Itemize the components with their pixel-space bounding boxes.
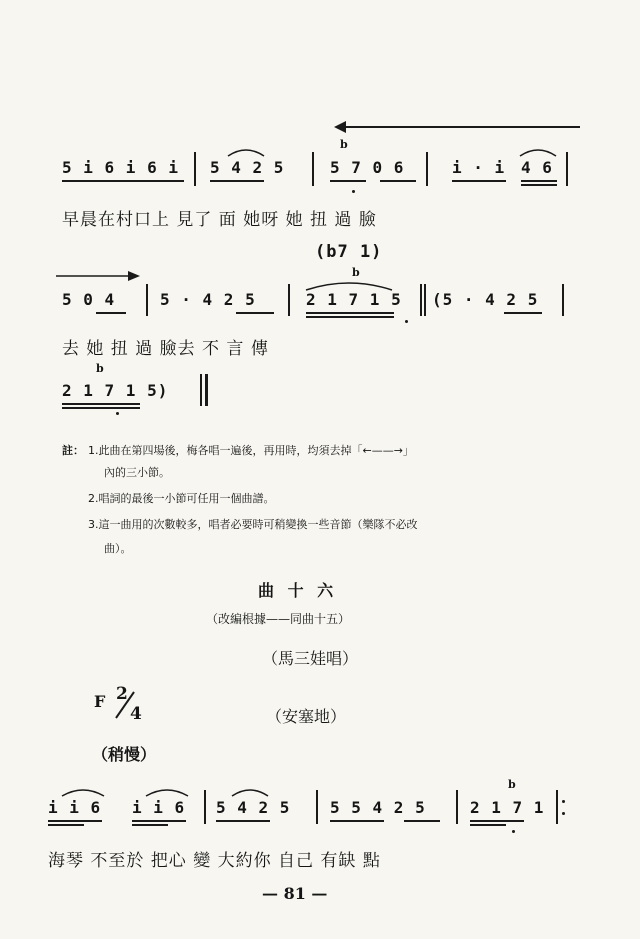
song-measure-1b: i i 6 (132, 798, 186, 817)
footnote-3a: 3.這一曲用的次數較多，唱者必要時可稍變換一些音節（樂隊不必改 (88, 518, 418, 531)
measure-5-notes: 5 0 4 (62, 290, 116, 309)
slur (144, 784, 190, 798)
footnote-2: 2.唱詞的最後一小節可任用一個曲譜。 (88, 492, 275, 505)
singer: （馬三娃唱） (262, 649, 359, 668)
barline (556, 790, 558, 824)
lyrics-line-2: 去 她 扭 過 臉去 不 言 傳 (62, 339, 269, 359)
footnote-1a: 1.此曲在第四場後，梅各唱一遍後，再用時，均須去掉「←——→」 (88, 444, 414, 457)
footnote-3b: 曲）。 (104, 542, 132, 555)
lyrics-line-1: 早晨在村口上 見了 面 她呀 她 扭 過 臉 (62, 210, 377, 230)
flat-sign: b (340, 138, 348, 151)
song-measure-1a: i i 6 (48, 798, 102, 817)
barline (200, 374, 202, 406)
barline (562, 284, 564, 316)
measure-3-notes: 5 7 0 6 (330, 158, 405, 177)
measure-4-notes-b: 4 6 (521, 158, 553, 177)
song-measure-3: 5 5 4 2 5 (330, 798, 426, 817)
beam (62, 407, 140, 409)
beam (380, 180, 416, 182)
footnote-label: 註： (62, 444, 84, 457)
barline (316, 790, 318, 824)
measure-4-notes-a: i · i (452, 158, 506, 177)
tempo: （稍慢） (92, 745, 157, 764)
beam (132, 820, 186, 822)
beam (330, 180, 366, 182)
footnote-1b: 內的三小節。 (104, 466, 170, 479)
beam (521, 180, 557, 182)
beam (62, 180, 184, 182)
flat-sign: b (352, 266, 360, 279)
time-bottom: 4 (130, 704, 142, 724)
beam (306, 316, 394, 318)
key-signature: F (94, 692, 106, 711)
slur (230, 784, 270, 798)
slur (304, 276, 394, 292)
right-arrow-icon (56, 268, 142, 284)
beam (48, 824, 84, 826)
measure-1-notes: 5 i 6 i 6 i (62, 158, 179, 177)
slur (226, 144, 266, 158)
left-arrow-icon (332, 118, 582, 136)
beam (404, 820, 440, 822)
beam (96, 312, 126, 314)
barline (420, 284, 422, 316)
low-dot (352, 190, 355, 193)
barline (456, 790, 458, 824)
beam (504, 312, 542, 314)
flat-sign: b (508, 778, 516, 791)
barline (146, 284, 148, 316)
repeat-dot (562, 800, 565, 803)
beam (470, 824, 506, 826)
time-top: 2 (116, 684, 128, 704)
beam (236, 312, 274, 314)
beam (470, 820, 524, 822)
song-subtitle: （改編根據——同曲十五） (206, 612, 351, 626)
barline (194, 152, 196, 186)
beam (330, 820, 384, 822)
page-number: — 81 — (262, 884, 328, 903)
low-dot (512, 830, 515, 833)
measure-2-notes: 5 4 2 5 (210, 158, 285, 177)
slur (518, 144, 558, 158)
measure-7-notes: 2 1 7 1 5 (306, 290, 402, 309)
barline (288, 284, 290, 316)
barline (312, 152, 314, 186)
beam (48, 820, 102, 822)
song-lyrics: 海琴 不至於 把心 變 大約你 自己 有缺 點 (48, 851, 381, 871)
beam (62, 403, 140, 405)
repeat-dot (562, 812, 565, 815)
place: （安塞地） (266, 707, 347, 726)
beam (216, 820, 270, 822)
barline (205, 374, 208, 406)
paren-variant: (b7 1) (315, 242, 383, 262)
beam (210, 180, 264, 182)
flat-sign: b (96, 362, 104, 375)
barline (204, 790, 206, 824)
beam (452, 180, 506, 182)
barline (424, 284, 426, 316)
slur (60, 784, 106, 798)
song-title: 曲 十 六 (258, 581, 338, 600)
measure-8-notes: (5 · 4 2 5 (432, 290, 539, 309)
beam (132, 824, 168, 826)
song-measure-4: 2 1 7 1 (470, 798, 545, 817)
barline (566, 152, 568, 186)
song-measure-2: 5 4 2 5 (216, 798, 291, 817)
beam (306, 312, 394, 314)
low-dot (116, 412, 119, 415)
measure-6-notes: 5 · 4 2 5 (160, 290, 256, 309)
beam (521, 184, 557, 186)
barline (426, 152, 428, 186)
measure-9-notes: 2 1 7 1 5) (62, 381, 169, 400)
low-dot (405, 320, 408, 323)
